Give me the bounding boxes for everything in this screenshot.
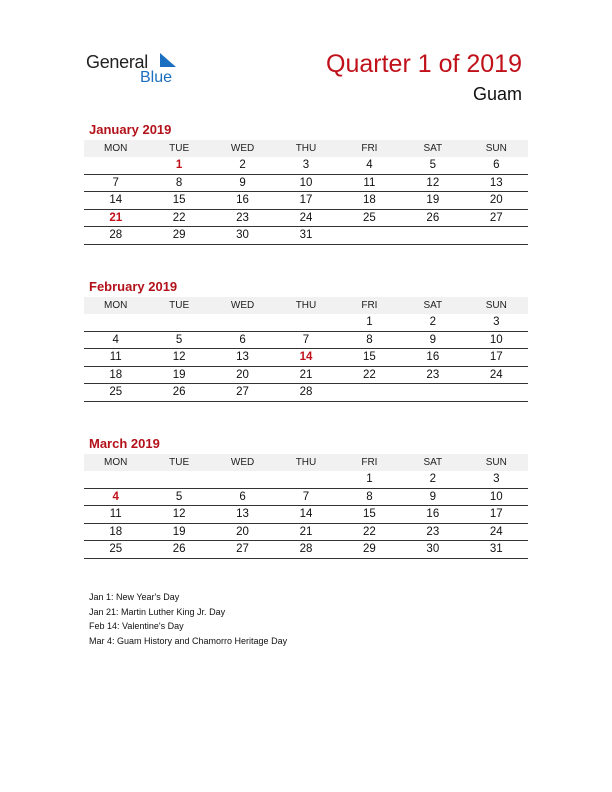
day-cell: 5 [147,488,210,506]
weekday-header: WED [211,140,274,157]
day-cell: 23 [211,209,274,227]
weekday-header: TUE [147,140,210,157]
day-cell: 25 [84,384,147,402]
day-cell: 1 [147,157,210,174]
weekday-header: WED [211,454,274,471]
day-cell: 17 [465,506,528,524]
day-cell: 14 [84,192,147,210]
day-cell: 6 [465,157,528,174]
day-cell [211,314,274,331]
day-cell: 28 [274,541,337,559]
day-cell: 22 [338,523,401,541]
day-cell: 19 [147,523,210,541]
day-cell: 25 [338,209,401,227]
week-row [84,523,528,541]
day-cell: 10 [465,331,528,349]
day-cell: 24 [465,366,528,384]
weekday-header: SAT [401,140,464,157]
day-cell: 27 [465,209,528,227]
day-cell: 5 [147,331,210,349]
day-cell: 1 [338,471,401,488]
day-cell: 22 [338,366,401,384]
week-row [84,366,528,384]
day-cell [465,227,528,245]
day-cell: 3 [465,471,528,488]
day-cell: 30 [401,541,464,559]
holiday-note: Jan 21: Martin Luther King Jr. Day [89,606,226,617]
day-cell: 6 [211,488,274,506]
week-row [84,331,528,349]
day-cell: 28 [84,227,147,245]
day-cell: 15 [338,349,401,367]
day-cell: 12 [147,506,210,524]
day-cell: 7 [274,331,337,349]
weekday-header: TUE [147,454,210,471]
day-cell: 8 [338,488,401,506]
day-cell: 7 [274,488,337,506]
day-cell: 2 [211,157,274,174]
day-cell: 31 [274,227,337,245]
calendar-grid [84,140,528,245]
week-row [84,506,528,524]
day-cell [401,384,464,402]
week-row [84,471,528,488]
weekday-header: MON [84,297,147,314]
day-cell: 8 [147,174,210,192]
logo-text-general: General [86,52,148,72]
day-cell: 3 [465,314,528,331]
day-cell [211,471,274,488]
holiday-note: Feb 14: Valentine's Day [89,621,184,631]
weekday-header: SAT [401,297,464,314]
day-cell [274,314,337,331]
day-cell: 20 [465,192,528,210]
day-cell: 17 [274,192,337,210]
weekday-header: SUN [465,140,528,157]
holiday-notes [89,590,287,648]
weekday-header: FRI [338,454,401,471]
day-cell: 4 [338,157,401,174]
day-cell: 2 [401,314,464,331]
day-cell: 1 [338,314,401,331]
day-cell [274,471,337,488]
day-cell: 19 [401,192,464,210]
day-cell: 24 [274,209,337,227]
weekday-header: THU [274,140,337,157]
weekday-header: THU [274,454,337,471]
week-row [84,314,528,331]
day-cell [147,314,210,331]
logo-text-blue: Blue [140,69,173,86]
weekday-header: WED [211,297,274,314]
month-march [84,435,528,559]
week-row [84,192,528,210]
month-title: January 2019 [89,122,172,137]
day-cell: 3 [274,157,337,174]
week-row [84,227,528,245]
day-cell: 14 [274,349,337,367]
day-cell: 21 [274,366,337,384]
day-cell [147,471,210,488]
day-cell: 18 [84,523,147,541]
day-cell: 9 [401,331,464,349]
day-cell: 23 [401,523,464,541]
day-cell: 23 [401,366,464,384]
calendar-grid [84,454,528,559]
week-row [84,488,528,506]
day-cell: 16 [211,192,274,210]
week-row [84,384,528,402]
day-cell: 8 [338,331,401,349]
day-cell: 29 [338,541,401,559]
day-cell: 18 [338,192,401,210]
day-cell: 13 [211,349,274,367]
day-cell: 5 [401,157,464,174]
day-cell: 18 [84,366,147,384]
day-cell [84,157,147,174]
day-cell: 21 [84,209,147,227]
day-cell: 11 [84,506,147,524]
day-cell: 13 [465,174,528,192]
day-cell: 15 [147,192,210,210]
day-cell [465,384,528,402]
day-cell [84,314,147,331]
weekday-header: MON [84,454,147,471]
holiday-note: Jan 1: New Year's Day [89,592,180,602]
day-cell: 26 [147,384,210,402]
day-cell: 17 [465,349,528,367]
weekday-header: SAT [401,454,464,471]
day-cell: 27 [211,384,274,402]
day-cell: 30 [211,227,274,245]
day-cell: 15 [338,506,401,524]
day-cell: 19 [147,366,210,384]
day-cell: 13 [211,506,274,524]
week-row [84,349,528,367]
day-cell: 29 [147,227,210,245]
day-cell: 6 [211,331,274,349]
day-cell [84,471,147,488]
day-cell: 28 [274,384,337,402]
day-cell: 26 [147,541,210,559]
day-cell: 21 [274,523,337,541]
weekday-header: SUN [465,454,528,471]
day-cell: 12 [401,174,464,192]
day-cell: 25 [84,541,147,559]
week-row [84,157,528,174]
day-cell: 7 [84,174,147,192]
day-cell: 4 [84,331,147,349]
generalblue-logo [86,52,196,92]
day-cell: 31 [465,541,528,559]
day-cell: 10 [274,174,337,192]
day-cell: 26 [401,209,464,227]
day-cell [338,227,401,245]
day-cell: 16 [401,506,464,524]
calendar-grid [84,297,528,402]
logo-triangle-icon [160,53,176,67]
day-cell [338,384,401,402]
day-cell: 4 [84,488,147,506]
weekday-header: FRI [338,297,401,314]
month-february [84,278,528,402]
weekday-header: SUN [465,297,528,314]
day-cell: 20 [211,523,274,541]
week-row [84,541,528,559]
week-row [84,174,528,192]
day-cell: 10 [465,488,528,506]
month-title: February 2019 [89,279,178,294]
weekday-header: THU [274,297,337,314]
day-cell [401,227,464,245]
day-cell: 2 [401,471,464,488]
day-cell: 9 [211,174,274,192]
country-name: Guam [472,84,522,104]
page-title: Quarter 1 of 2019 [326,50,522,78]
weekday-header: MON [84,140,147,157]
month-title: March 2019 [89,436,160,451]
day-cell: 16 [401,349,464,367]
day-cell: 27 [211,541,274,559]
weekday-header: FRI [338,140,401,157]
day-cell: 14 [274,506,337,524]
week-row [84,209,528,227]
month-january [84,121,528,245]
day-cell: 11 [84,349,147,367]
weekday-header: TUE [147,297,210,314]
day-cell: 11 [338,174,401,192]
day-cell: 12 [147,349,210,367]
day-cell: 24 [465,523,528,541]
day-cell: 20 [211,366,274,384]
day-cell: 22 [147,209,210,227]
holiday-note: Mar 4: Guam History and Chamorro Heritage Day [89,635,288,646]
day-cell: 9 [401,488,464,506]
